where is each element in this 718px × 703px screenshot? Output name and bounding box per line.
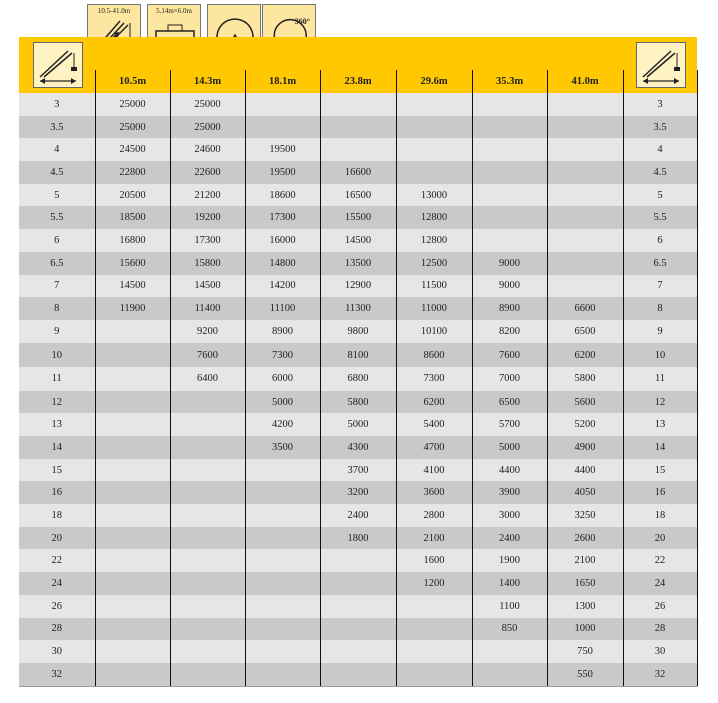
load-cell: 9800: [320, 320, 396, 344]
load-cell: 2400: [472, 527, 547, 550]
load-cell: [320, 93, 396, 116]
load-cell: [396, 618, 472, 641]
load-cell: 11900: [95, 297, 170, 320]
load-cell: 15600: [95, 252, 170, 275]
table-row: [19, 413, 697, 436]
load-cell: [547, 184, 623, 207]
load-cell: [245, 549, 320, 572]
radius-cell-right: 5: [623, 184, 697, 207]
load-cell: [245, 663, 320, 686]
load-cell: 25000: [170, 116, 245, 139]
load-cell: 6500: [547, 320, 623, 344]
radius-cell-left: 7: [19, 275, 95, 298]
load-cell: 24500: [95, 138, 170, 161]
radius-cell-right: 4.5: [623, 161, 697, 184]
column-header: 35.3m: [472, 70, 547, 93]
load-cell: [245, 459, 320, 482]
load-cell: [170, 640, 245, 663]
load-cell: 550: [547, 663, 623, 686]
table-row: [19, 116, 697, 139]
outrigger-span-label: 5.14m×6.0m: [156, 7, 192, 15]
table-row: [19, 595, 697, 618]
boom-length-label: 10.5-41.0m: [97, 7, 131, 15]
load-cell: 6200: [547, 343, 623, 367]
load-cell: 1000: [547, 618, 623, 641]
table-row: [19, 93, 697, 116]
radius-cell-right: 32: [623, 663, 697, 686]
load-cell: [547, 252, 623, 275]
load-cell: 5600: [547, 391, 623, 414]
load-cell: 14500: [170, 275, 245, 298]
load-cell: 15800: [170, 252, 245, 275]
load-cell: [170, 504, 245, 527]
load-cell: 3200: [320, 481, 396, 504]
load-cell: 14500: [95, 275, 170, 298]
load-cell: [95, 549, 170, 572]
column-header: 23.8m: [320, 70, 396, 93]
table-row: [19, 252, 697, 275]
load-cell: 9000: [472, 252, 547, 275]
radius-cell-left: 20: [19, 527, 95, 550]
load-cell: 8100: [320, 343, 396, 367]
load-cell: 7300: [245, 343, 320, 367]
load-cell: [472, 116, 547, 139]
load-cell: [245, 93, 320, 116]
column-header-row: [19, 70, 697, 93]
load-cell: 750: [547, 640, 623, 663]
load-cell: 18500: [95, 206, 170, 229]
load-cell: 14800: [245, 252, 320, 275]
radius-header-right: [623, 70, 697, 93]
load-cell: [396, 116, 472, 139]
load-cell: 7600: [170, 343, 245, 367]
load-cell: 9000: [472, 275, 547, 298]
load-cell: [547, 93, 623, 116]
load-cell: [95, 618, 170, 641]
table-row: [19, 459, 697, 482]
load-cell: 13500: [320, 252, 396, 275]
load-cell: 16000: [245, 229, 320, 252]
radius-cell-right: 30: [623, 640, 697, 663]
load-cell: 10100: [396, 320, 472, 344]
load-cell: 5000: [320, 413, 396, 436]
load-cell: 6800: [320, 367, 396, 391]
load-cell: [245, 527, 320, 550]
radius-header-left: [19, 70, 95, 93]
radius-cell-left: 15: [19, 459, 95, 482]
load-cell: [170, 527, 245, 550]
load-cell: 25000: [170, 93, 245, 116]
load-cell: [170, 618, 245, 641]
radius-cell-left: 13: [19, 413, 95, 436]
load-cell: 3700: [320, 459, 396, 482]
load-cell: 5200: [547, 413, 623, 436]
load-cell: [170, 663, 245, 686]
load-cell: 11100: [245, 297, 320, 320]
load-cell: [245, 116, 320, 139]
load-cell: [170, 572, 245, 595]
radius-cell-right: 12: [623, 391, 697, 414]
load-cell: 8900: [472, 297, 547, 320]
load-cell: 5800: [547, 367, 623, 391]
radius-cell-right: 10: [623, 343, 697, 367]
load-cell: 5700: [472, 413, 547, 436]
load-cell: 3600: [396, 481, 472, 504]
load-cell: 4200: [245, 413, 320, 436]
load-cell: 1400: [472, 572, 547, 595]
load-cell: [95, 391, 170, 414]
radius-cell-left: 9: [19, 320, 95, 344]
load-cell: [547, 275, 623, 298]
radius-cell-right: 18: [623, 504, 697, 527]
load-cell: [396, 640, 472, 663]
load-cell: 2400: [320, 504, 396, 527]
load-cell: 3250: [547, 504, 623, 527]
load-cell: 1600: [396, 549, 472, 572]
rotation-degree-label: 360°: [294, 17, 310, 26]
column-header: 18.1m: [245, 70, 320, 93]
load-cell: [396, 161, 472, 184]
load-cell: [320, 138, 396, 161]
load-cell: 4400: [472, 459, 547, 482]
table-row: [19, 184, 697, 207]
load-cell: 5000: [472, 436, 547, 459]
load-cell: [245, 618, 320, 641]
load-cell: 14500: [320, 229, 396, 252]
radius-cell-left: 4.5: [19, 161, 95, 184]
load-cell: 850: [472, 618, 547, 641]
radius-cell-right: 26: [623, 595, 697, 618]
load-cell: 16600: [320, 161, 396, 184]
load-cell: 3000: [472, 504, 547, 527]
load-cell: [95, 436, 170, 459]
load-cell: [95, 527, 170, 550]
load-cell: 6500: [472, 391, 547, 414]
load-cell: [472, 138, 547, 161]
load-cell: 1900: [472, 549, 547, 572]
radius-cell-left: 5: [19, 184, 95, 207]
load-cell: 25000: [95, 93, 170, 116]
load-cell: [95, 663, 170, 686]
load-cell: [547, 206, 623, 229]
radius-cell-right: 28: [623, 618, 697, 641]
load-cell: [95, 504, 170, 527]
load-chart-table: [19, 70, 698, 687]
load-cell: 4900: [547, 436, 623, 459]
radius-cell-left: 26: [19, 595, 95, 618]
load-cell: [547, 229, 623, 252]
load-cell: [396, 138, 472, 161]
load-cell: 3900: [472, 481, 547, 504]
load-cell: [245, 640, 320, 663]
load-cell: 19500: [245, 138, 320, 161]
load-cell: 8200: [472, 320, 547, 344]
radius-cell-right: 11: [623, 367, 697, 391]
table-row: [19, 229, 697, 252]
table-row: [19, 504, 697, 527]
load-cell: [170, 436, 245, 459]
load-cell: [245, 572, 320, 595]
radius-cell-left: 14: [19, 436, 95, 459]
load-cell: [170, 391, 245, 414]
load-cell: 24600: [170, 138, 245, 161]
load-cell: 17300: [170, 229, 245, 252]
load-cell: [472, 229, 547, 252]
radius-cell-right: 3: [623, 93, 697, 116]
radius-cell-right: 4: [623, 138, 697, 161]
load-cell: 25000: [95, 116, 170, 139]
load-cell: [95, 320, 170, 344]
load-cell: [95, 640, 170, 663]
load-cell: 4300: [320, 436, 396, 459]
load-cell: 5400: [396, 413, 472, 436]
load-cell: 16500: [320, 184, 396, 207]
column-header: 10.5m: [95, 70, 170, 93]
load-cell: [95, 572, 170, 595]
table-row: [19, 138, 697, 161]
load-cell: 4100: [396, 459, 472, 482]
load-cell: [320, 618, 396, 641]
table-row: [19, 436, 697, 459]
load-cell: 6400: [170, 367, 245, 391]
load-cell: [95, 413, 170, 436]
load-cell: 2600: [547, 527, 623, 550]
load-cell: 6000: [245, 367, 320, 391]
load-cell: [320, 595, 396, 618]
load-cell: 7600: [472, 343, 547, 367]
radius-cell-right: 8: [623, 297, 697, 320]
load-cell: 13000: [396, 184, 472, 207]
table-row: [19, 297, 697, 320]
load-cell: [547, 116, 623, 139]
radius-cell-left: 30: [19, 640, 95, 663]
load-cell: [245, 481, 320, 504]
load-cell: 11400: [170, 297, 245, 320]
load-cell: 22800: [95, 161, 170, 184]
load-cell: [320, 572, 396, 595]
radius-cell-left: 18: [19, 504, 95, 527]
load-cell: [95, 343, 170, 367]
radius-cell-right: 3.5: [623, 116, 697, 139]
radius-cell-right: 24: [623, 572, 697, 595]
load-cell: 2800: [396, 504, 472, 527]
radius-cell-left: 10: [19, 343, 95, 367]
radius-cell-left: 5.5: [19, 206, 95, 229]
radius-cell-left: 12: [19, 391, 95, 414]
table-row: [19, 549, 697, 572]
load-cell: 7000: [472, 367, 547, 391]
load-cell: 5000: [245, 391, 320, 414]
table-row: [19, 527, 697, 550]
table-row: [19, 161, 697, 184]
column-header: 14.3m: [170, 70, 245, 93]
load-cell: [170, 595, 245, 618]
radius-cell-right: 6.5: [623, 252, 697, 275]
radius-cell-right: 16: [623, 481, 697, 504]
load-cell: 2100: [547, 549, 623, 572]
radius-cell-left: 4: [19, 138, 95, 161]
load-cell: 12800: [396, 206, 472, 229]
radius-cell-right: 14: [623, 436, 697, 459]
radius-cell-left: 32: [19, 663, 95, 686]
load-cell: 9200: [170, 320, 245, 344]
column-header: 41.0m: [547, 70, 623, 93]
table-row: [19, 391, 697, 414]
load-cell: [95, 595, 170, 618]
load-cell: 12500: [396, 252, 472, 275]
table-row: [19, 481, 697, 504]
radius-cell-left: 6.5: [19, 252, 95, 275]
load-cell: 1200: [396, 572, 472, 595]
load-cell: 19500: [245, 161, 320, 184]
table-row: [19, 572, 697, 595]
radius-cell-left: 6: [19, 229, 95, 252]
radius-cell-right: 6: [623, 229, 697, 252]
radius-cell-right: 15: [623, 459, 697, 482]
load-cell: 6200: [396, 391, 472, 414]
load-cell: [95, 367, 170, 391]
radius-cell-left: 22: [19, 549, 95, 572]
load-cell: 5800: [320, 391, 396, 414]
load-cell: [547, 138, 623, 161]
load-cell: 15500: [320, 206, 396, 229]
load-cell: 12900: [320, 275, 396, 298]
load-cell: 1800: [320, 527, 396, 550]
table-row: [19, 663, 697, 686]
load-cell: 1650: [547, 572, 623, 595]
load-cell: [472, 640, 547, 663]
load-cell: 1300: [547, 595, 623, 618]
load-cell: [320, 663, 396, 686]
load-cell: 6600: [547, 297, 623, 320]
load-cell: 16800: [95, 229, 170, 252]
load-cell: 4400: [547, 459, 623, 482]
table-row: [19, 367, 697, 391]
table-row: [19, 343, 697, 367]
load-cell: [472, 206, 547, 229]
load-cell: 18600: [245, 184, 320, 207]
radius-cell-right: 9: [623, 320, 697, 344]
radius-cell-right: 20: [623, 527, 697, 550]
load-cell: [320, 549, 396, 572]
radius-cell-right: 7: [623, 275, 697, 298]
table-row: [19, 275, 697, 298]
load-cell: 20500: [95, 184, 170, 207]
load-cell: [547, 161, 623, 184]
load-cell: 8900: [245, 320, 320, 344]
load-cell: [396, 93, 472, 116]
radius-cell-left: 16: [19, 481, 95, 504]
radius-cell-left: 28: [19, 618, 95, 641]
load-cell: 3500: [245, 436, 320, 459]
radius-cell-left: 24: [19, 572, 95, 595]
load-cell: [472, 93, 547, 116]
load-cell: [95, 481, 170, 504]
table-row: [19, 206, 697, 229]
load-cell: [396, 663, 472, 686]
radius-cell-left: 8: [19, 297, 95, 320]
radius-cell-right: 13: [623, 413, 697, 436]
load-cell: 11000: [396, 297, 472, 320]
load-cell: [170, 459, 245, 482]
load-cell: 4700: [396, 436, 472, 459]
load-cell: [170, 481, 245, 504]
load-cell: [472, 184, 547, 207]
load-cell: 2100: [396, 527, 472, 550]
load-cell: [396, 595, 472, 618]
load-cell: 22600: [170, 161, 245, 184]
load-cell: [170, 549, 245, 572]
load-cell: [320, 116, 396, 139]
radius-cell-right: 5.5: [623, 206, 697, 229]
load-cell: [472, 663, 547, 686]
load-cell: 17300: [245, 206, 320, 229]
table-row: [19, 320, 697, 344]
radius-cell-right: 22: [623, 549, 697, 572]
load-cell: 8600: [396, 343, 472, 367]
radius-cell-left: 11: [19, 367, 95, 391]
load-cell: [245, 595, 320, 618]
load-cell: 14200: [245, 275, 320, 298]
load-cell: 7300: [396, 367, 472, 391]
load-cell: 12800: [396, 229, 472, 252]
radius-cell-left: 3: [19, 93, 95, 116]
load-cell: [472, 161, 547, 184]
column-header: 29.6m: [396, 70, 472, 93]
load-cell: 19200: [170, 206, 245, 229]
load-cell: [170, 413, 245, 436]
load-cell: 11300: [320, 297, 396, 320]
radius-cell-left: 3.5: [19, 116, 95, 139]
load-cell: 4050: [547, 481, 623, 504]
load-cell: [320, 640, 396, 663]
load-cell: [95, 459, 170, 482]
table-row: [19, 640, 697, 663]
load-cell: 11500: [396, 275, 472, 298]
load-cell: 21200: [170, 184, 245, 207]
load-cell: 1100: [472, 595, 547, 618]
load-cell: [245, 504, 320, 527]
table-row: [19, 618, 697, 641]
